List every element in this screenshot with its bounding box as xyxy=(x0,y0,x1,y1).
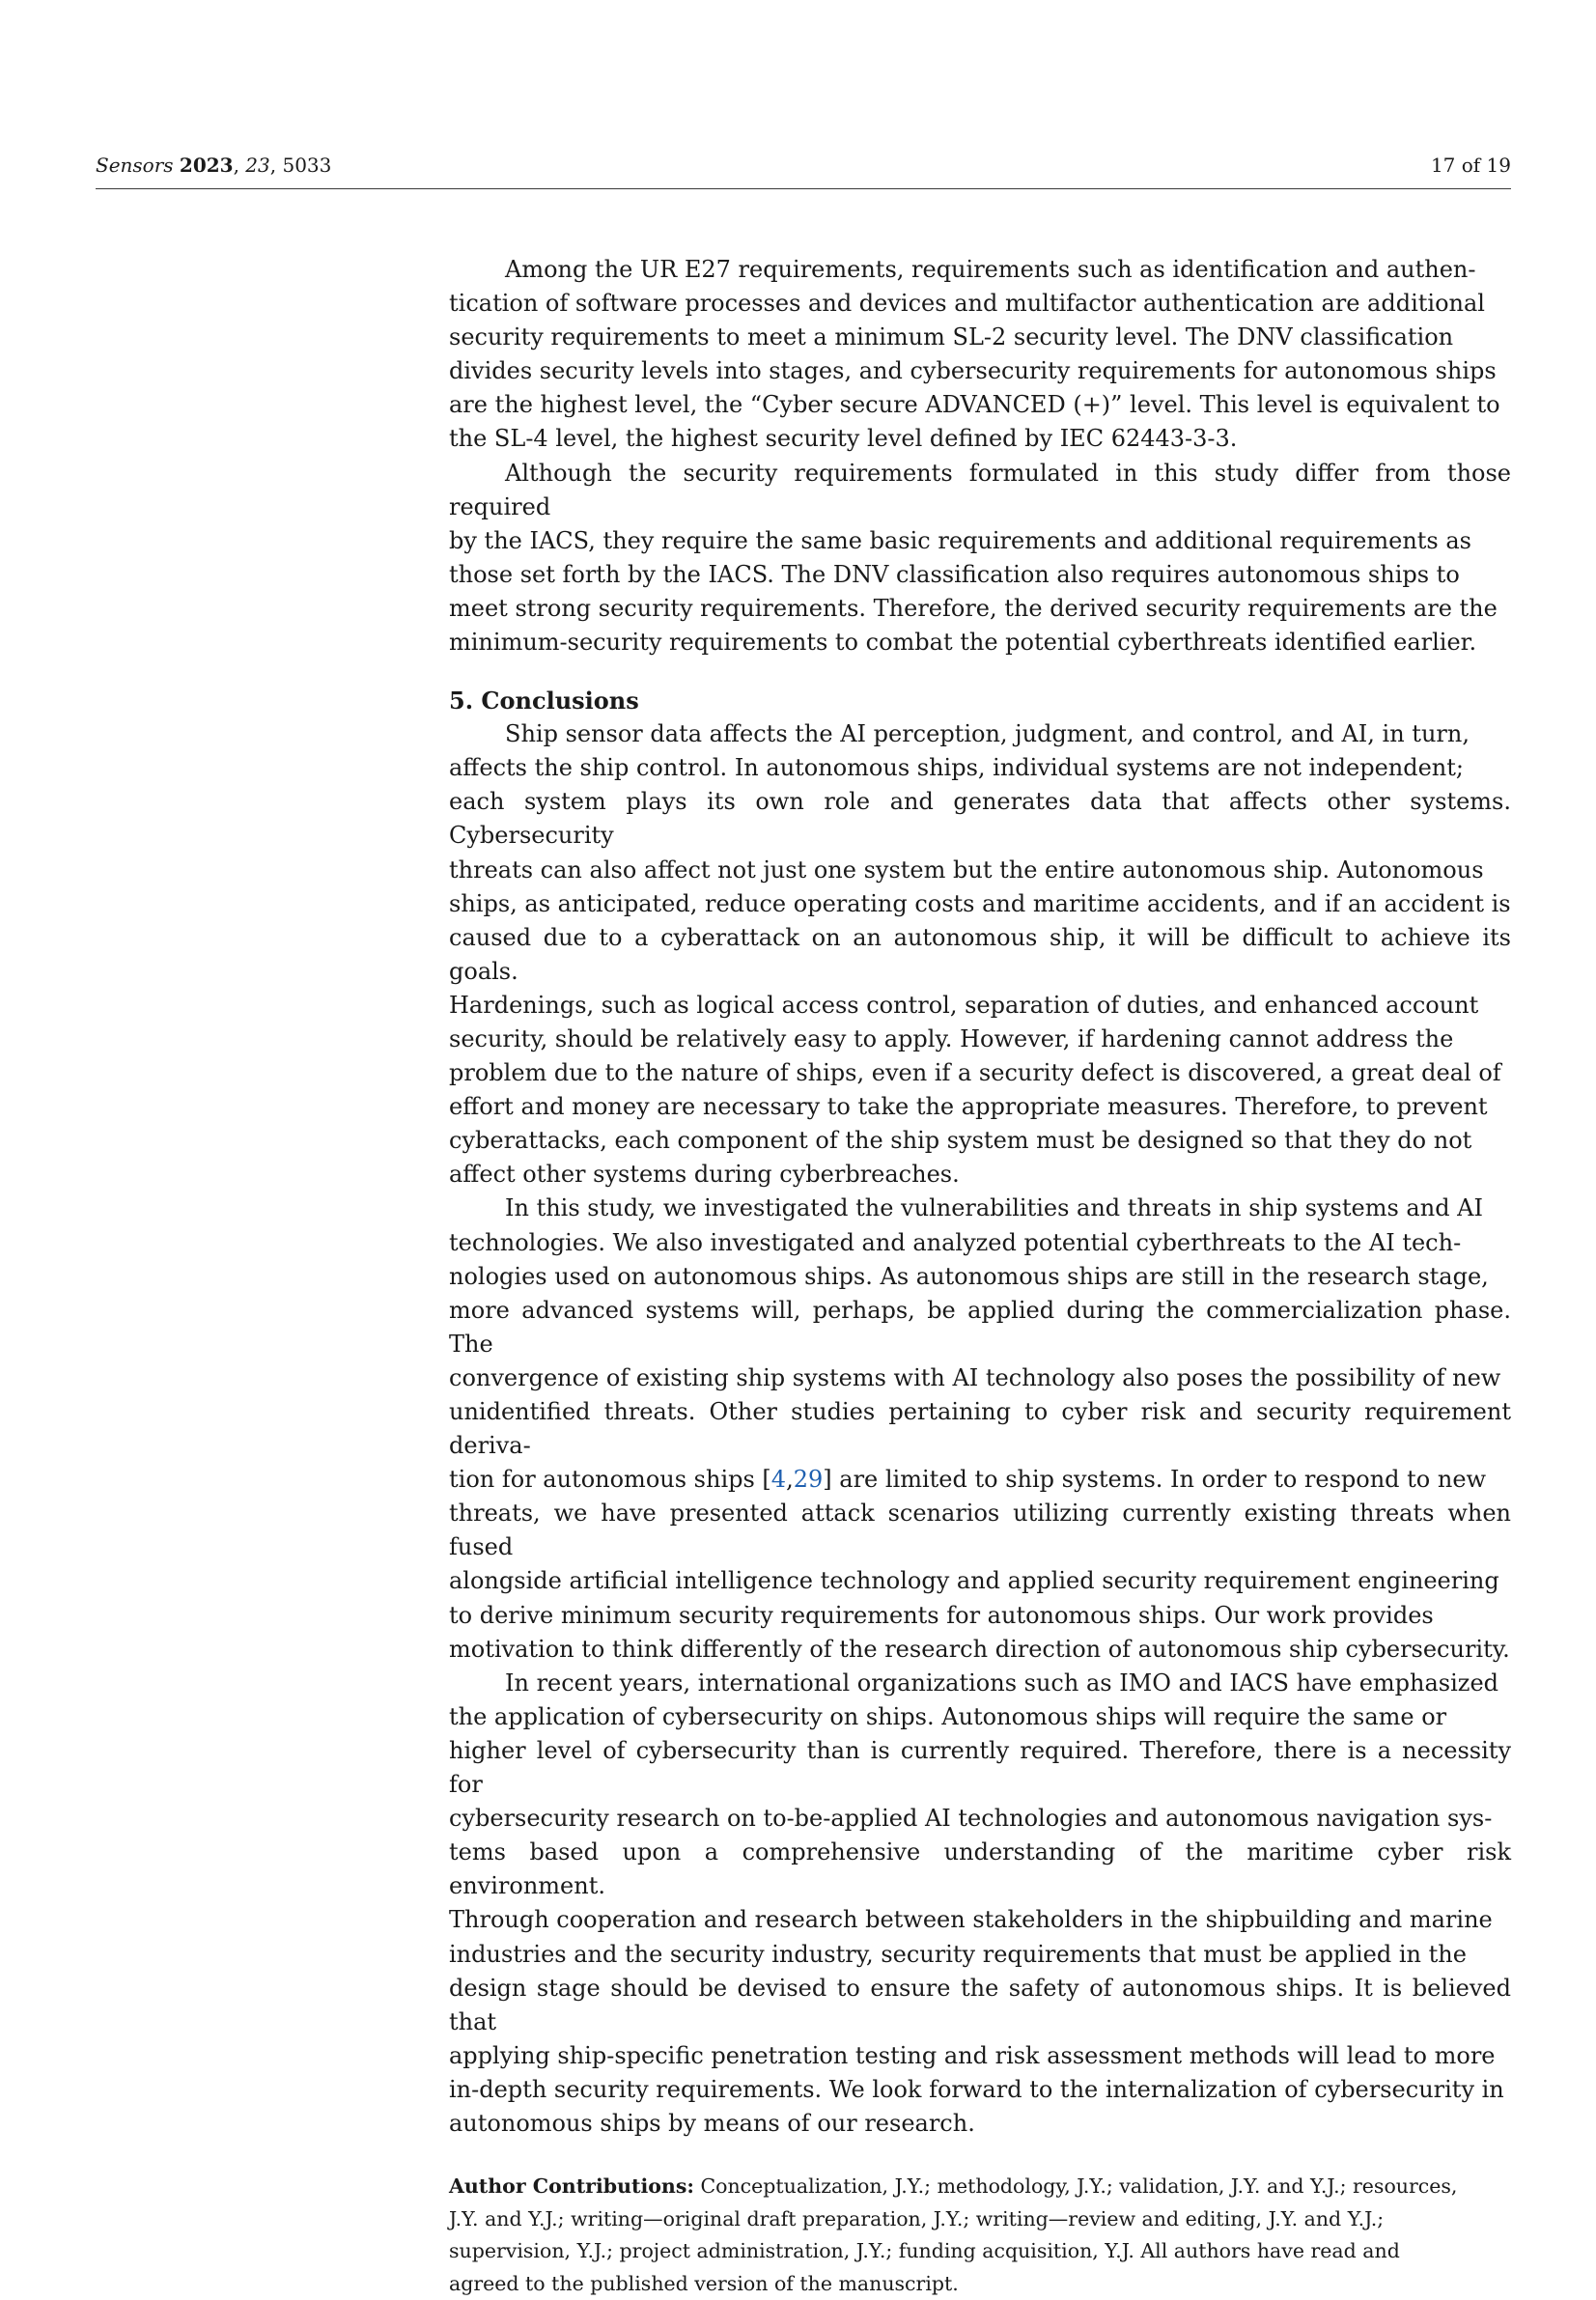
article-body xyxy=(449,253,1511,2300)
citation-separator: , xyxy=(786,1466,794,1494)
paragraph-security-requirements: Although the security requirements formulated in this study differ from those required by the IACS, they require the same basic requirements and additional requirements as those set forth by the IACS. The DNV classification also requires autonomous ships to meet strong security requirements. Therefore, the derived security requirements are the minimum-security requirements to combat the potential cyberthreats identified earlier. xyxy=(449,459,1511,657)
citation-link[interactable]: 29 xyxy=(793,1466,824,1494)
paragraph-this-study xyxy=(449,1192,1511,1666)
paragraph-text: ] are limited to ship systems. In order to respond to new threats, we have presented attack scenarios utilizing currently existing threats when fused alongside artificial intelligence technology and applied security requirement engineering to derive minimum security requirements for autonomous ships. Our work provides motivation to think differently of the research direction of autonomous ship cybersecurity. xyxy=(449,1466,1511,1663)
article-number: 5033 xyxy=(282,154,332,177)
paragraph-ship-sensor-data: Ship sensor data affects the AI perception, judgment, and control, and AI, in turn, affects the ship control. In autonomous ships, individual systems are not independent; each system plays its own role and generates data that affects other systems. Cybersecurity threats can also affect not just one system but the entire autonomous ship. Autonomous ships, as anticipated, reduce operating costs and maritime accidents, and if an accident is caused due to a cyberattack on an autonomous ship, it will be difficult to achieve its goals. Hardenings, such as logical access control, separation of duties, and enhanced account security, should be relatively easy to apply. However, if hardening cannot address the problem due to the nature of ships, even if a security defect is discovered, a great deal of effort and money are necessary to take the appropriate measures. Therefore, to prevent cyberattacks, each component of the ship system must be designed so that they do not affect other systems during cyberbreaches. xyxy=(449,720,1511,1189)
paragraph-ur-e27: Among the UR E27 requirements, requirements such as identification and authen- tication of software processes and devices and multifactor authentication are additional security requirements to meet a minimum SL-2 security level. The DNV classification divides security levels into stages, and cybersecurity requirements for autonomous ships are the highest level, the “Cyber secure ADVANCED (+)” level. This level is equivalent to the SL-4 level, the highest security level defined by IEC 62443-3-3. xyxy=(449,256,1500,453)
paragraph-text: In this study, we investigated the vulnerabilities and threats in ship systems and AI technologies. We also investigated and analyzed potential cyberthreats to the AI tech- nologies used on autonomous ships. As autonomous ships are still in the research stage, more advanced systems will, perhaps, be applied during the commercialization phase. The convergence of existing ship systems with AI technology also poses the possibility of new unidentified threats. Other studies pertaining to cyber risk and security requirement deriva- tion for autonomous ships [ xyxy=(449,1194,1511,1494)
section-heading-conclusions: 5. Conclusions xyxy=(449,687,639,715)
author-contributions xyxy=(449,2171,1511,2300)
journal-citation: Sensors 2023, 23, 5033 xyxy=(96,154,332,177)
author-contributions-label: Author Contributions: xyxy=(449,2174,694,2199)
citation-link[interactable]: 4 xyxy=(770,1466,787,1494)
page-number: 17 of 19 xyxy=(1430,154,1511,177)
running-header xyxy=(96,151,1511,180)
journal-name: Sensors xyxy=(96,154,174,177)
paragraph-recent-years: In recent years, international organizations such as IMO and IACS have emphasized the application of cybersecurity on ships. Autonomous ships will require the same or higher level of cybersecurity than is currently required. Therefore, there is a necessity for cybersecurity research on to-be-applied AI technologies and autonomous navigation sys- tems based upon a comprehensive understanding of the maritime cyber risk environment. Through cooperation and research between stakeholders in the shipbuilding and marine industries and the security industry, security requirements that must be applied in the design stage should be devised to ensure the safety of autonomous ships. It is believed that applying ship-specific penetration testing and risk assessment methods will lead to more in-depth security requirements. We look forward to the internalization of cybersecurity in autonomous ships by means of our research. xyxy=(449,1669,1511,2137)
author-contributions-text: Conceptualization, J.Y.; methodology, J.Y.; validation, J.Y. and Y.J.; resources, J.Y. and Y.J.; writing—original draft preparation, J.Y.; writing—review and editing, J.Y. and Y.J.; supervision, Y.J.; project administration, J.Y.; funding acquisition, Y.J. All authors have read and agreed to the published version of the manuscript. xyxy=(449,2174,1458,2295)
publication-year: 2023 xyxy=(179,154,234,177)
header-divider xyxy=(96,188,1511,189)
journal-volume: 23 xyxy=(245,154,270,177)
